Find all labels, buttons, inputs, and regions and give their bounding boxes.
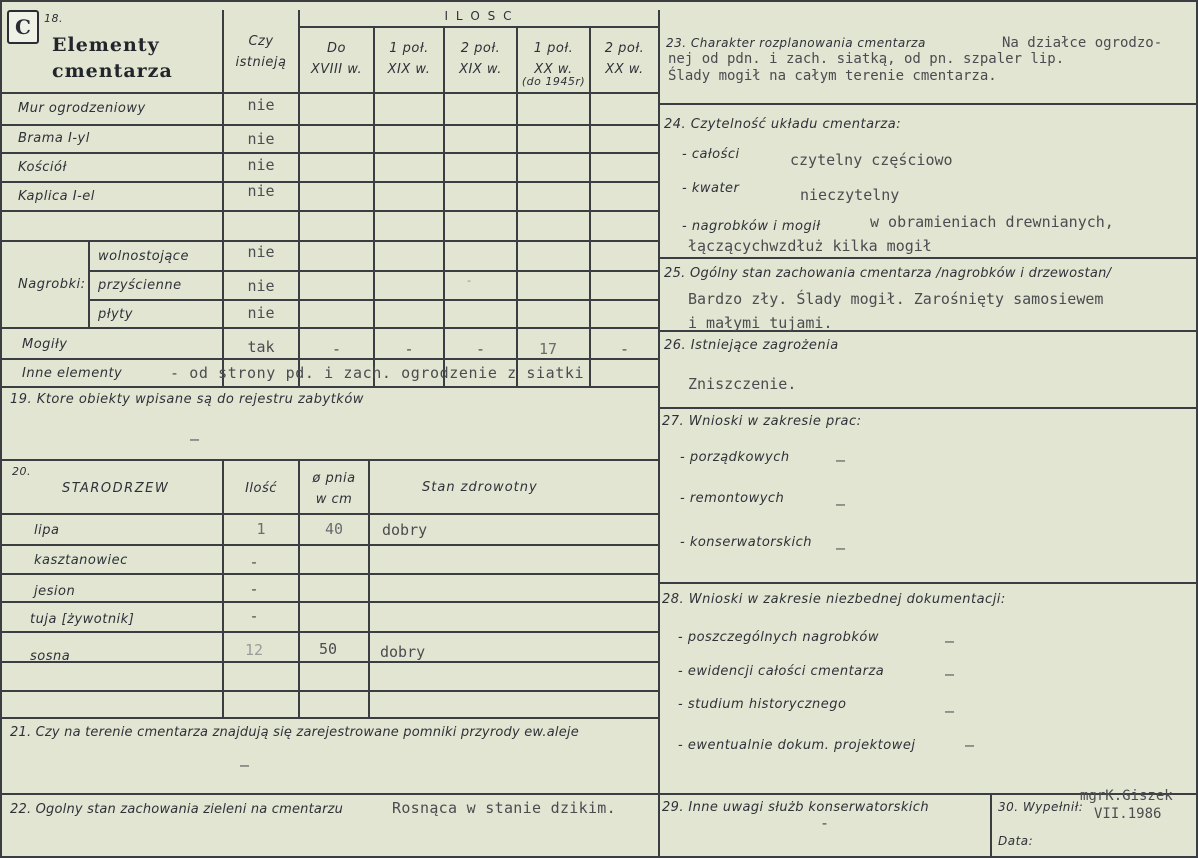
s20-row-4-qty: - xyxy=(249,607,259,625)
s20-row-5-name: sosna xyxy=(30,649,71,664)
s25-line-1: Bardzo zły. Ślady mogił. Zarośnięty samosiewem xyxy=(688,290,1104,308)
s30-name: mgrK.Giszek xyxy=(1080,788,1173,804)
s24-nagrobkow-value-1: w obramieniach drewnianych, xyxy=(870,213,1114,231)
row-mur-label: Mur ogrodzeniowy xyxy=(18,101,146,116)
ilosc-header: I L O S C xyxy=(444,9,514,23)
s27-item-3-label: - konserwatorskich xyxy=(680,535,812,550)
s20-row-2-qty: - xyxy=(249,553,259,571)
s27-item-1-label: - porządkowych xyxy=(680,450,790,465)
col-exist-l1: Czy xyxy=(248,34,274,49)
s21-label: 21. Czy na terenie cmentarza znajdują się zarejestrowane pomniki przyrody ew.aleje xyxy=(10,725,579,740)
col-1pol-xix: 1 poł. XIX w. xyxy=(387,41,431,77)
row-wolno-label: wolnostojące xyxy=(98,249,189,264)
s23-line-1: Na działce ogrodzo- xyxy=(1002,35,1163,51)
s20-row-1-diam: 40 xyxy=(324,520,344,538)
col-1pol-xx-note: (do 1945r) xyxy=(521,75,586,88)
row-przysc-label: przyścienne xyxy=(98,278,182,293)
s22-label: 22. Ogolny stan zachowania zieleni na cmentarzu xyxy=(10,802,344,817)
row-brama-label: Brama I-yl xyxy=(18,131,90,146)
col-1pol-xx: 1 poł. XX w. xyxy=(533,41,574,77)
s19-label: 19. Ktore obiekty wpisane są do rejestru zabytków xyxy=(10,392,364,407)
col-do-xviii: Do XVIII w. xyxy=(310,41,363,77)
row-mogily-exists: tak xyxy=(247,338,275,356)
s20-row-1-qty: 1 xyxy=(256,520,266,538)
row-kaplica-exists: nie xyxy=(247,182,275,200)
s20-row-1-state: dobry xyxy=(382,521,428,539)
s20-row-5-diam: 50 xyxy=(318,640,338,658)
col-2pol-xix: 2 poł. XIX w. xyxy=(459,41,502,77)
row-mogily-q1: - xyxy=(331,340,342,358)
row-inne-label: Inne elementy xyxy=(22,366,123,381)
row-nagrobki-label: Nagrobki: xyxy=(18,277,86,292)
s20-row-2-name: kasztanowiec xyxy=(34,553,128,568)
section-18-number: 18. xyxy=(44,12,63,25)
s19-value: — xyxy=(190,430,200,448)
s20-h-diam: ø pnia w cm xyxy=(312,471,356,507)
row-brama-exists: nie xyxy=(247,130,275,148)
s20-row-4-name: tuja [żywotnik] xyxy=(30,612,135,627)
row-mogily-q2: - xyxy=(404,340,414,358)
s20-number: 20. xyxy=(12,465,31,478)
s26-value: Zniszczenie. xyxy=(688,375,797,393)
s28-item-4-value: — xyxy=(965,736,975,754)
s20-row-3-name: jesion xyxy=(34,584,76,599)
s24-nagrobkow-label: - nagrobków i mogił xyxy=(682,219,821,234)
row-inne-value: - od strony pd. i zach. ogrodzenie z siatki xyxy=(170,364,585,382)
s25-label: 25. Ogólny stan zachowania cmentarza /nagrobków i drzewostan/ xyxy=(664,266,1112,281)
s20-h-name: STARODRZEW xyxy=(62,481,170,496)
s29-label: 29. Inne uwagi służb konserwatorskich xyxy=(662,800,929,815)
col-exist-l2: istnieją xyxy=(235,55,287,70)
s28-item-2-label: - ewidencji całości cmentarza xyxy=(678,664,885,679)
s30-date: VII.1986 xyxy=(1094,806,1162,822)
s28-item-4-label: - ewentualnie dokum. projektowej xyxy=(678,738,916,753)
s26-label: 26. Istniejące zagrożenia xyxy=(664,338,839,353)
s25-line-2: i małymi tujami. xyxy=(688,314,833,332)
elements-title-1: Elementy xyxy=(52,34,160,56)
row-mogily-label: Mogiły xyxy=(22,337,68,352)
s22-value: Rosnąca w stanie dzikim. xyxy=(392,799,616,817)
col-2pol-xx: 2 poł. XX w. xyxy=(604,41,645,77)
s28-item-1-label: - poszczególnych nagrobków xyxy=(678,630,879,645)
s24-kwater-label: - kwater xyxy=(682,181,740,196)
s27-item-2-label: - remontowych xyxy=(680,491,785,506)
s24-kwater-value: nieczytelny xyxy=(800,186,900,204)
s24-calosci-value: czytelny częściowo xyxy=(790,151,953,169)
row-kaplica-label: Kaplica I-el xyxy=(18,189,95,204)
row-kosciol-exists: nie xyxy=(247,156,275,174)
badge-c: C xyxy=(7,10,39,44)
s21-value: — xyxy=(240,756,250,774)
s28-item-3-value: — xyxy=(945,702,955,720)
s20-h-state: Stan zdrowotny xyxy=(422,480,538,495)
s24-label: 24. Czytelność układu cmentarza: xyxy=(664,117,902,132)
s27-item-1-value: — xyxy=(836,451,846,469)
row-przysc-q3: - xyxy=(465,274,473,287)
s23-line-2: nej od pdn. i zach. siatką, od pn. szpaler lip. xyxy=(668,51,1065,67)
row-przysc-exists: nie xyxy=(247,277,275,295)
row-plyty-exists: nie xyxy=(247,304,275,322)
row-mogily-q5: - xyxy=(619,340,630,358)
s24-calosci-label: - całości xyxy=(682,147,740,162)
s20-row-3-qty: - xyxy=(249,580,259,598)
s23-line-3: Ślady mogił na całym terenie cmentarza. xyxy=(668,68,997,84)
row-mogily-q3: - xyxy=(475,340,486,358)
row-mur-exists: nie xyxy=(247,96,275,114)
s20-h-qty: Ilość xyxy=(245,481,277,496)
row-wolno-exists: nie xyxy=(247,243,275,261)
row-mogily-q4: 17 xyxy=(538,340,558,358)
row-plyty-label: płyty xyxy=(98,307,133,322)
s28-item-3-label: - studium historycznego xyxy=(678,697,847,712)
s27-item-2-value: — xyxy=(836,495,846,513)
s20-row-5-state: dobry xyxy=(380,643,426,661)
s27-label: 27. Wnioski w zakresie prac: xyxy=(662,414,862,429)
s20-row-1-name: lipa xyxy=(34,523,60,538)
s28-item-1-value: — xyxy=(945,632,955,650)
s20-row-5-qty: 12 xyxy=(244,641,264,659)
s27-item-3-value: — xyxy=(836,539,846,557)
s28-item-2-value: — xyxy=(945,665,955,683)
s29-value: - xyxy=(820,814,830,832)
row-kosciol-label: Kościół xyxy=(18,160,67,175)
s30-date-label: Data: xyxy=(998,834,1034,848)
s30-label: 30. Wypełnił: xyxy=(998,800,1084,814)
elements-title-2: cmentarza xyxy=(52,60,173,82)
s28-label: 28. Wnioski w zakresie niezbednej dokumentacji: xyxy=(662,592,1006,607)
s24-nagrobkow-value-2: łączącychwzdłuż kilka mogił xyxy=(688,237,932,255)
s23-label: 23. Charakter rozplanowania cmentarza xyxy=(666,36,926,50)
